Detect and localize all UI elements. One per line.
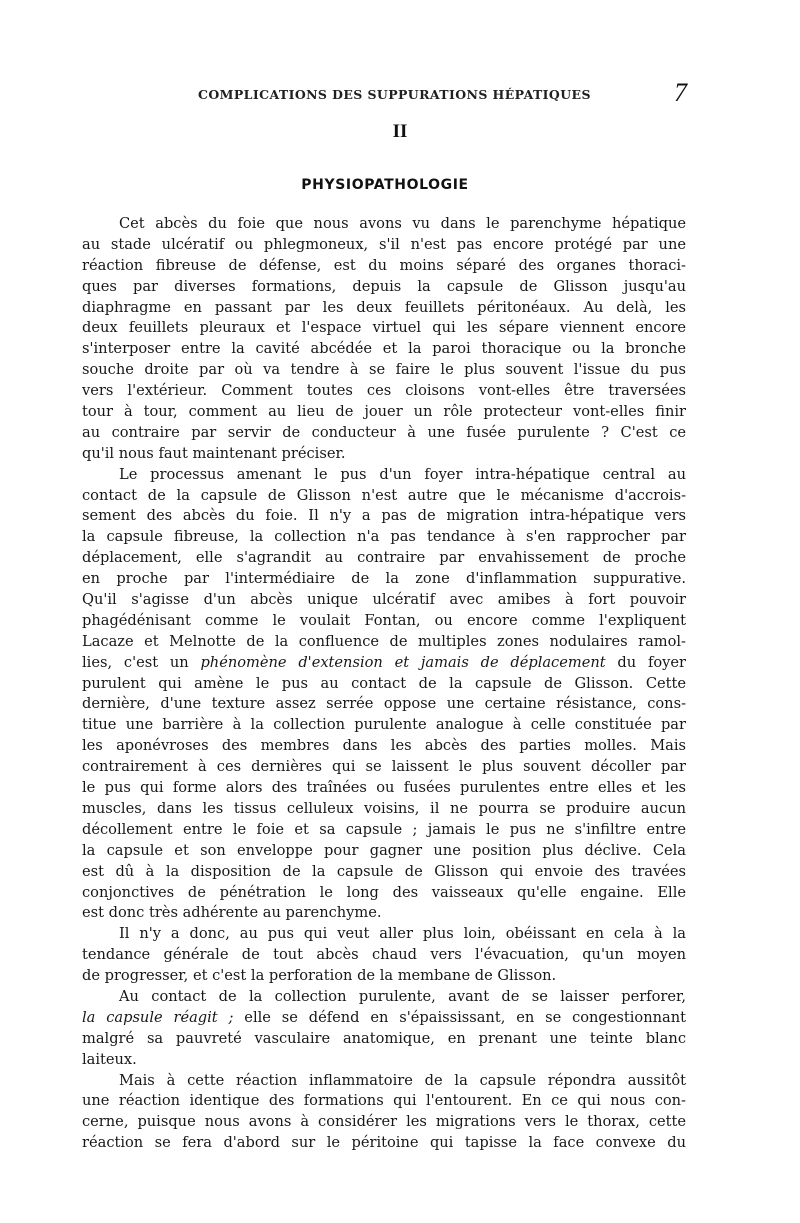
text-line: Cet abcès du foie que nous avons vu dans le parenchyme hépatique [119,215,686,232]
page-number: 7 [674,78,687,107]
text-line: contrairement à ces dernières qui se laissent le plus souvent décoller par [82,758,686,776]
text-line [82,653,686,674]
text-line: muscles, dans les tissus celluleux voisins, il ne pourra se produire aucun [82,799,686,817]
text-line: laiteux. [82,1050,137,1068]
text-line: souche droite par où va tendre à se faire le plus souvent l'issue du pus [82,361,686,379]
text-line: Lacaze et Melnotte de la confluence de multiples zones nodulaires ramol- [82,632,686,650]
text-line: contact de la capsule de Glisson n'est autre que le mécanisme d'accrois- [82,486,686,504]
text-segment: du foyer [605,653,686,671]
text-line: ques par diverses formations, depuis la capsule de Glisson jusqu'au [82,277,686,295]
text-line: réaction se fera d'abord sur le péritoine qui tapisse la face convexe du [82,1134,686,1152]
text-segment: lies, c'est un [82,653,201,671]
text-line: diaphragme en passant par les deux feuillets péritonéaux. Au delà, les [82,298,686,316]
text-line: les aponévroses des membres dans les abcès des parties molles. Mais [82,737,686,755]
text-line: tendance générale de tout abcès chaud vers l'évacuation, qu'un moyen [82,946,686,964]
text-line: tour à tour, comment au lieu de jouer un rôle protecteur vont-elles finir [82,403,686,421]
text-line: Le processus amenant le pus d'un foyer intra-hépatique central au [119,465,686,483]
text-line: réaction fibreuse de défense, est du moins séparé des organes thoraci- [82,256,686,274]
body-text [82,214,686,1154]
text-line: s'interposer entre la cavité abcédée et la paroi thoracique ou la bronche [82,340,686,358]
text-line: phagédénisant comme le voulait Fontan, ou encore comme l'expliquent [82,611,686,629]
text-segment: elle se défend en s'épaississant, en se congestionnant [233,1008,686,1026]
text-line: est dû à la disposition de la capsule de Glisson qui envoie des travées [82,862,686,880]
text-line: une réaction identique des formations qui l'entourent. En ce qui nous con- [82,1092,686,1110]
text-line: Qu'il s'agisse d'un abcès unique ulcératif avec amibes à fort pouvoir [82,591,686,609]
section-number: II [392,121,408,142]
text-line: au stade ulcératif ou phlegmoneux, s'il n'est pas encore protégé par une [82,235,686,253]
text-line: vers l'extérieur. Comment toutes ces cloisons vont-elles être traversées [82,382,686,400]
text-line: est donc très adhérente au parenchyme. [82,904,382,922]
text-line: la capsule et son enveloppe pour gagner une position plus déclive. Cela [82,841,686,859]
text-line: la capsule fibreuse, la collection n'a pas tendance à s'en rapprocher par [82,528,686,546]
text-line: deux feuillets pleuraux et l'espace virtuel qui les sépare viennent encore [82,319,686,337]
text-line: au contraire par servir de conducteur à une fusée purulente ? C'est ce [82,423,686,441]
section-title: PHYSIOPATHOLOGIE [301,177,469,193]
text-line: Il n'y a donc, au pus qui veut aller plus loin, obéissant en cela à la [119,925,686,943]
emphasis-text: la capsule réagit ; [82,1008,234,1026]
text-line: sement des abcès du foie. Il n'y a pas de migration intra-hépatique vers [82,507,686,525]
text-line: le pus qui forme alors des traînées ou fusées purulentes entre elles et les [82,779,686,797]
text-line: déplacement, elle s'agrandit au contraire par envahissement de proche [82,549,686,567]
text-line: purulent qui amène le pus au contact de la capsule de Glisson. Cette [82,674,686,692]
text-line: dernière, d'une texture assez serrée oppose une certaine résistance, cons- [82,695,686,713]
text-line: cerne, puisque nous avons à considérer les migrations vers le thorax, cette [82,1113,686,1131]
text-line: en proche par l'intermédiaire de la zone d'inflammation suppurative. [82,570,686,588]
text-line: malgré sa pauvreté vasculaire anatomique, en prenant une teinte blanc [82,1029,686,1047]
text-line: Mais à cette réaction inflammatoire de la capsule répondra aussitôt [119,1071,686,1089]
text-line: titue une barrière à la collection purulente analogue à celle constituée par [82,716,686,734]
emphasis-text: phénomène d'extension et jamais de déplacement [200,653,606,671]
running-header: COMPLICATIONS DES SUPPURATIONS HÉPATIQUES [198,87,591,102]
text-line: Au contact de la collection purulente, avant de se laisser perforer, [119,987,686,1005]
text-line [82,1008,686,1029]
text-line: de progresser, et c'est la perforation de la membane de Glisson. [82,967,557,985]
text-line: décollement entre le foie et sa capsule ; jamais le pus ne s'infiltre entre [82,820,686,838]
text-line: conjonctives de pénétration le long des vaisseaux qu'elle engaine. Elle [82,883,686,901]
text-line: qu'il nous faut maintenant préciser. [82,444,346,462]
